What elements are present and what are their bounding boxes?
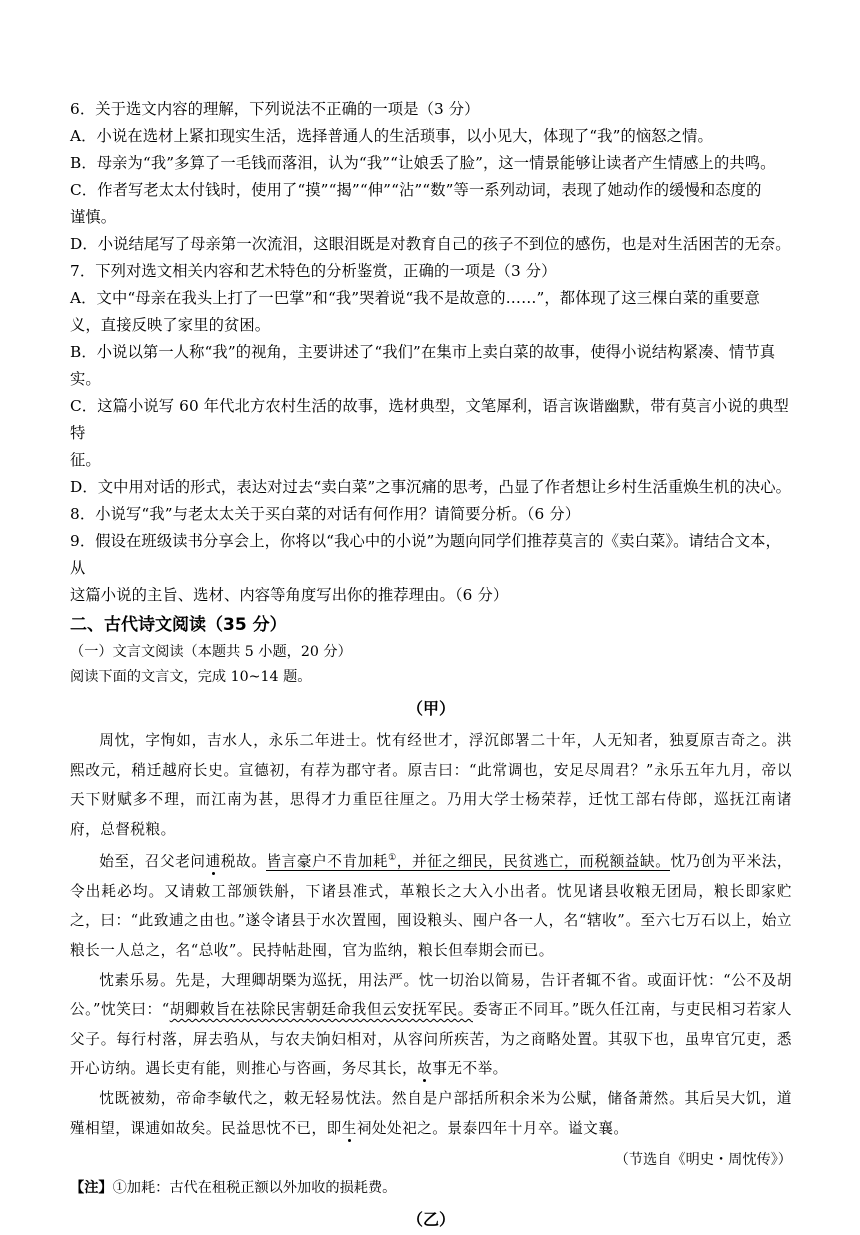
note-text: ①加耗：古代在租税正额以外加收的损耗费。: [112, 1180, 397, 1197]
p2-text-f: ，并征之细民，民贫逃亡，而税额益缺。: [396, 853, 671, 871]
passage-yi-title: （乙）: [406, 1210, 455, 1230]
p3-text-a: 忱素乐易。先是，大理卿胡槩为巡抚，用法严。忱一切治以简易，告讦者辄不省。或面讦忱：“公不及胡公。”忱笑曰：“: [70, 971, 792, 1019]
q6-option-c-line1: C．作者写老太太付钱时，使用了“摸”“揭”“伸”“沾”“数”等一系列动词，表现了她动作的缓慢和态度的: [70, 181, 762, 199]
q8-stem: 8．小说写“我”与老太太关于买白菜的对话有何作用？请简要分析。（6 分）: [70, 505, 581, 523]
instruction: 阅读下面的文言文，完成 10~14 题。: [70, 669, 312, 685]
q6-stem: 6．关于选文内容的理解，下列说法不正确的一项是（3 分）: [70, 100, 480, 118]
q9-stem-line2: 这篇小说的主旨、选材、内容等角度写出你的推荐理由。（6 分）: [70, 586, 509, 604]
q7-option-b-line2: 实。: [70, 370, 101, 388]
p2-text-a: 始至，召父老问: [99, 853, 206, 871]
p4-text-c: 祠处处祀之。景泰四年十月卒。谥文襄。: [356, 1119, 629, 1137]
subsection-title: （一）文言文阅读（本题共 5 小题，20 分）: [70, 644, 352, 660]
q6-option-a: A．小说在选材上紧扣现实生活，选择普通人的生活琐事，以小见大，体现了“我”的恼怒之情。: [70, 127, 713, 145]
passage-paragraph-1: 周忱，字恂如，吉水人，永乐二年进士。忱有经世才，浮沉郎署二十年，人无知者，独夏原吉奇之。洪熙改元，稍迁越府长史。宣德初，有荐为郡守者。原吉曰：“此常调也，安足尽周君？”永乐五年九月，帝以天下财赋多不理，而江南为甚，思得才力重臣往厘之。乃用大学士杨荣荐，迁忱工部右侍郎，巡抚江南诸府，总督税粮。: [70, 732, 792, 838]
p4-text-a: 忱既被劾，帝命李敏代之，敕无轻易忱法。然自是户部括所积余米为公赋，储备萧然。其后吴大饥，道殣相望，课逋如故矣。民益思忱不已，即: [70, 1089, 792, 1137]
p2-text-d: 皆言豪户不肯加耗: [266, 853, 389, 871]
footnote-marker: ①: [388, 853, 397, 864]
q6-option-c-line2: 谨慎。: [70, 208, 117, 226]
q7-option-c-line2: 征。: [70, 451, 101, 469]
p3-text-c: 委寄正不同耳。”既久任江南，与吏民相习若家人父子。每行村落，屏去驺从，与农夫饷妇相对，从容问所疾苦，为之商略处置。其驭下也，虽卑官冗吏，悉开心访纳。遇长吏有能，则推心与咨画，务尽其长，: [70, 1001, 792, 1078]
q7-option-d: D．文中用对话的形式，表达对过去“卖白菜”之事沉痛的思考，凸显了作者想让乡村生活重焕生机的决心。: [70, 478, 792, 496]
annotation-note: [70, 1175, 792, 1201]
dotted-char-bu: 逋: [205, 853, 221, 871]
p2-text-g: 忱乃创为平米法，令出耗必均。又请敕工部颁铁斛，下诸县准式，革粮长之大入小出者。忱见诸县收粮无团局，粮长即家贮之，曰：“此致逋之由也。”遂令诸县于水次置囤，囤设粮头、囤户各一人，名“辖收”。至六七万石以上，始立粮长一人总之，名“总收”。民持帖赴囤，官为监纳，粮长但奉期会而已。: [70, 853, 792, 960]
q6-option-d: D．小说结尾写了母亲第一次流泪，这眼泪既是对教育自己的孩子不到位的感伤，也是对生活困苦的无奈。: [70, 235, 791, 253]
dotted-char-sheng: 生: [341, 1119, 357, 1137]
dotted-char-gu: 故: [417, 1060, 433, 1078]
passage-jia-title: （甲）: [406, 699, 455, 718]
q7-option-a-line1: A．文中“母亲在我头上打了一巴掌”和“我”哭着说“我不是故意的……”，都体现了这三棵白菜的重要意: [70, 289, 760, 307]
underlined-sentence: [266, 853, 670, 871]
passage-source: （节选自《明史・周忱传》）: [614, 1152, 792, 1169]
passage-paragraph-3: [70, 966, 792, 1084]
section-title: 二、古代诗文阅读（35 分）: [70, 615, 287, 635]
q7-option-b-line1: B．小说以第一人称“我”的视角，主要讲述了“我们”在集市上卖白菜的故事，使得小说结构紧凑、情节真: [70, 343, 776, 361]
q6-option-b: B．母亲为“我”多算了一毛钱而落泪，认为“我”“让娘丢了脸”，这一情景能够让读者产生情感上的共鸣。: [70, 154, 776, 172]
q7-stem: 7．下列对选文相关内容和艺术特色的分析鉴赏，正确的一项是（3 分）: [70, 262, 557, 280]
p2-text-c: 税故。: [220, 853, 267, 871]
wavy-underlined-sentence: 胡卿敕旨在祛除民害朝廷命我但云安抚军民。: [169, 1001, 473, 1019]
note-tag: 【注】: [70, 1180, 113, 1197]
q9-stem-line1: 9．假设在班级读书分享会上，你将以“我心中的小说”为题向同学们推荐莫言的《卖白菜》。请结合文本，从: [70, 532, 781, 577]
q7-option-c-line1: C．这篇小说写 60 年代北方农村生活的故事，选材典型，文笔犀利，语言诙谐幽默，带有莫言小说的典型特: [70, 397, 789, 442]
q7-option-a-line2: 义，直接反映了家里的贫困。: [70, 316, 271, 334]
passage-paragraph-4: [70, 1084, 792, 1143]
p3-text-e: 事无不举。: [432, 1060, 508, 1078]
passage-paragraph-2: [70, 844, 792, 965]
